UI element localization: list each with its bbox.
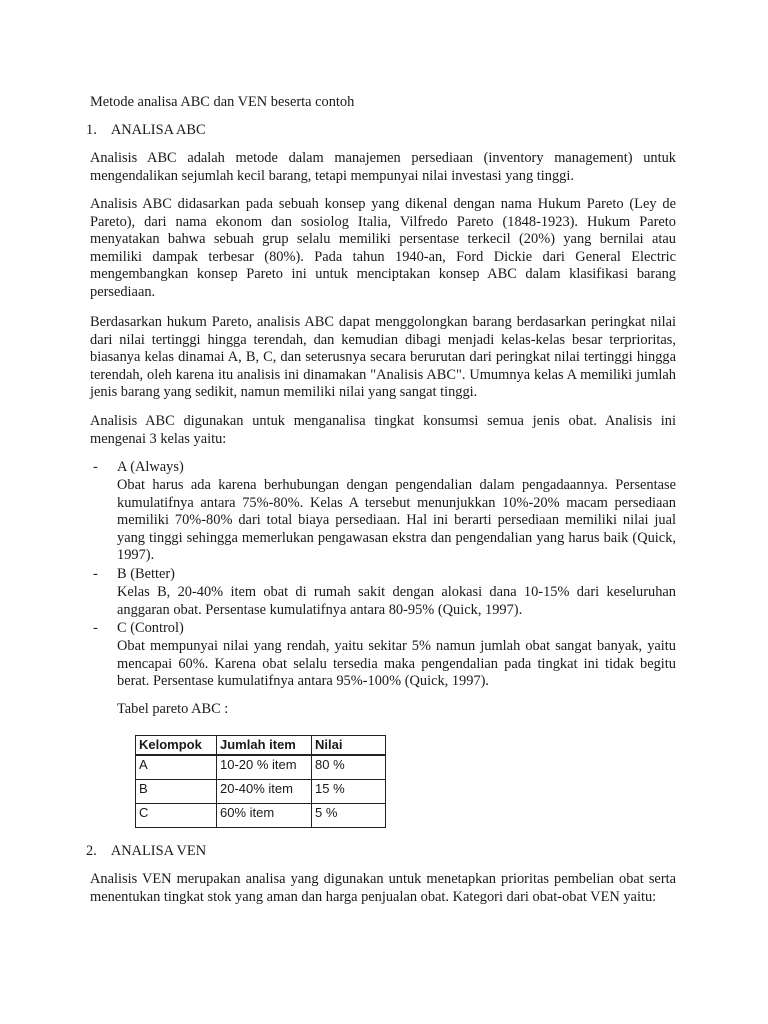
table-caption: Tabel pareto ABC :: [117, 701, 229, 717]
class-title-a: A (Always): [117, 459, 184, 475]
table-cell: A: [136, 755, 217, 780]
document-title: Metode analisa ABC dan VEN beserta contoh: [90, 94, 355, 110]
section-heading-ven: [86, 843, 206, 861]
table-cell: C: [136, 804, 217, 828]
paragraph: Berdasarkan hukum Pareto, analisis ABC dapat menggolongkan barang berdasarkan peringkat nilai dari nilai tertinggi hingga terendah, dan kemudian dibagi menjadi kelas-kelas besar terprioritas, biasanya kelas dinamai A, B, C, dan seterusnya secara berurutan dari peringkat nilai tertinggi hingga terendah, oleh karena itu analisis ini dinamakan "Analisis ABC". Umumnya kelas A memiliki jumlah jenis barang yang sedikit, namun memiliki nilai yang sangat tinggi.: [90, 314, 676, 401]
class-body-b: Kelas B, 20-40% item obat di rumah sakit dengan alokasi dana 10-15% dari keseluruhan anggaran obat. Persentase kumulatifnya antara 80-95% (Quick, 1997).: [117, 584, 676, 618]
paragraph: Analisis VEN merupakan analisa yang digunakan untuk menetapkan prioritas pembelian obat serta menentukan tingkat stok yang aman dan harga penjualan obat. Kategori dari obat-obat VEN yaitu:: [90, 871, 676, 905]
table-header-row: [136, 736, 386, 756]
table-cell: 5 %: [312, 804, 386, 828]
section-number: 1.: [86, 122, 97, 138]
column-header-jumlah-item: Jumlah item: [217, 736, 312, 756]
class-body-c: Obat mempunyai nilai yang rendah, yaitu sekitar 5% namun jumlah obat sangat banyak, yaitu mencapai 60%. Karena obat selalu tersedia maka pengendalian pada tingkat ini tidak begitu berat. Persentase kumulatifnya antara 95%-100% (Quick, 1997).: [117, 638, 676, 690]
paragraph: Analisis ABC didasarkan pada sebuah konsep yang dikenal dengan nama Hukum Pareto (Ley de Pareto), dari nama ekonom dan sosiolog Italia, Vilfredo Pareto (1848-1923). Hukum Pareto menyatakan bahwa sebuah grup selalu memiliki persentase terkecil (20%) yang bernilai atau memiliki dampak terbesar (80%). Pada tahun 1940-an, Ford Dickie dari General Electric mengembangkan konsep Pareto ini untuk menciptakan konsep ABC dalam klasifikasi barang persediaan.: [90, 196, 676, 300]
list-bullet: -: [93, 620, 98, 636]
table-row: [136, 804, 386, 828]
section-number: 2.: [86, 843, 97, 859]
section-heading-text: ANALISA ABC: [110, 122, 206, 138]
class-body-a: Obat harus ada karena berhubungan dengan pengendalian dalam pengadaannya. Persentase kumulatifnya antara 75%-80%. Kelas A tersebut menunjukkan 10%-20% macam persediaan memiliki 70%-80% dari total biaya persediaan. Hal ini berarti persediaan memiliki nilai jual yang tinggi sehingga memerlukan pengawasan ekstra dan pengendalian yang harus baik (Quick, 1997).: [117, 477, 676, 564]
table-cell: 80 %: [312, 755, 386, 780]
table-cell: 60% item: [217, 804, 312, 828]
paragraph: Analisis ABC digunakan untuk menganalisa tingkat konsumsi semua jenis obat. Analisis ini mengenai 3 kelas yaitu:: [90, 413, 676, 447]
column-header-nilai: Nilai: [312, 736, 386, 756]
class-title-c: C (Control): [117, 620, 184, 636]
section-heading-text: ANALISA VEN: [110, 843, 207, 859]
table-cell: 15 %: [312, 780, 386, 804]
section-heading-abc: [86, 122, 206, 140]
table-cell: B: [136, 780, 217, 804]
list-bullet: -: [93, 566, 98, 582]
column-header-kelompok: Kelompok: [136, 736, 217, 756]
table-row: [136, 755, 386, 780]
list-bullet: -: [93, 459, 98, 475]
table-cell: 10-20 % item: [217, 755, 312, 780]
table-cell: 20-40% item: [217, 780, 312, 804]
table-row: [136, 780, 386, 804]
class-title-b: B (Better): [117, 566, 175, 582]
pareto-table: [135, 735, 386, 828]
paragraph: Analisis ABC adalah metode dalam manajemen persediaan (inventory management) untuk mengendalikan sejumlah kecil barang, tetapi mempunyai nilai investasi yang tinggi.: [90, 150, 676, 184]
